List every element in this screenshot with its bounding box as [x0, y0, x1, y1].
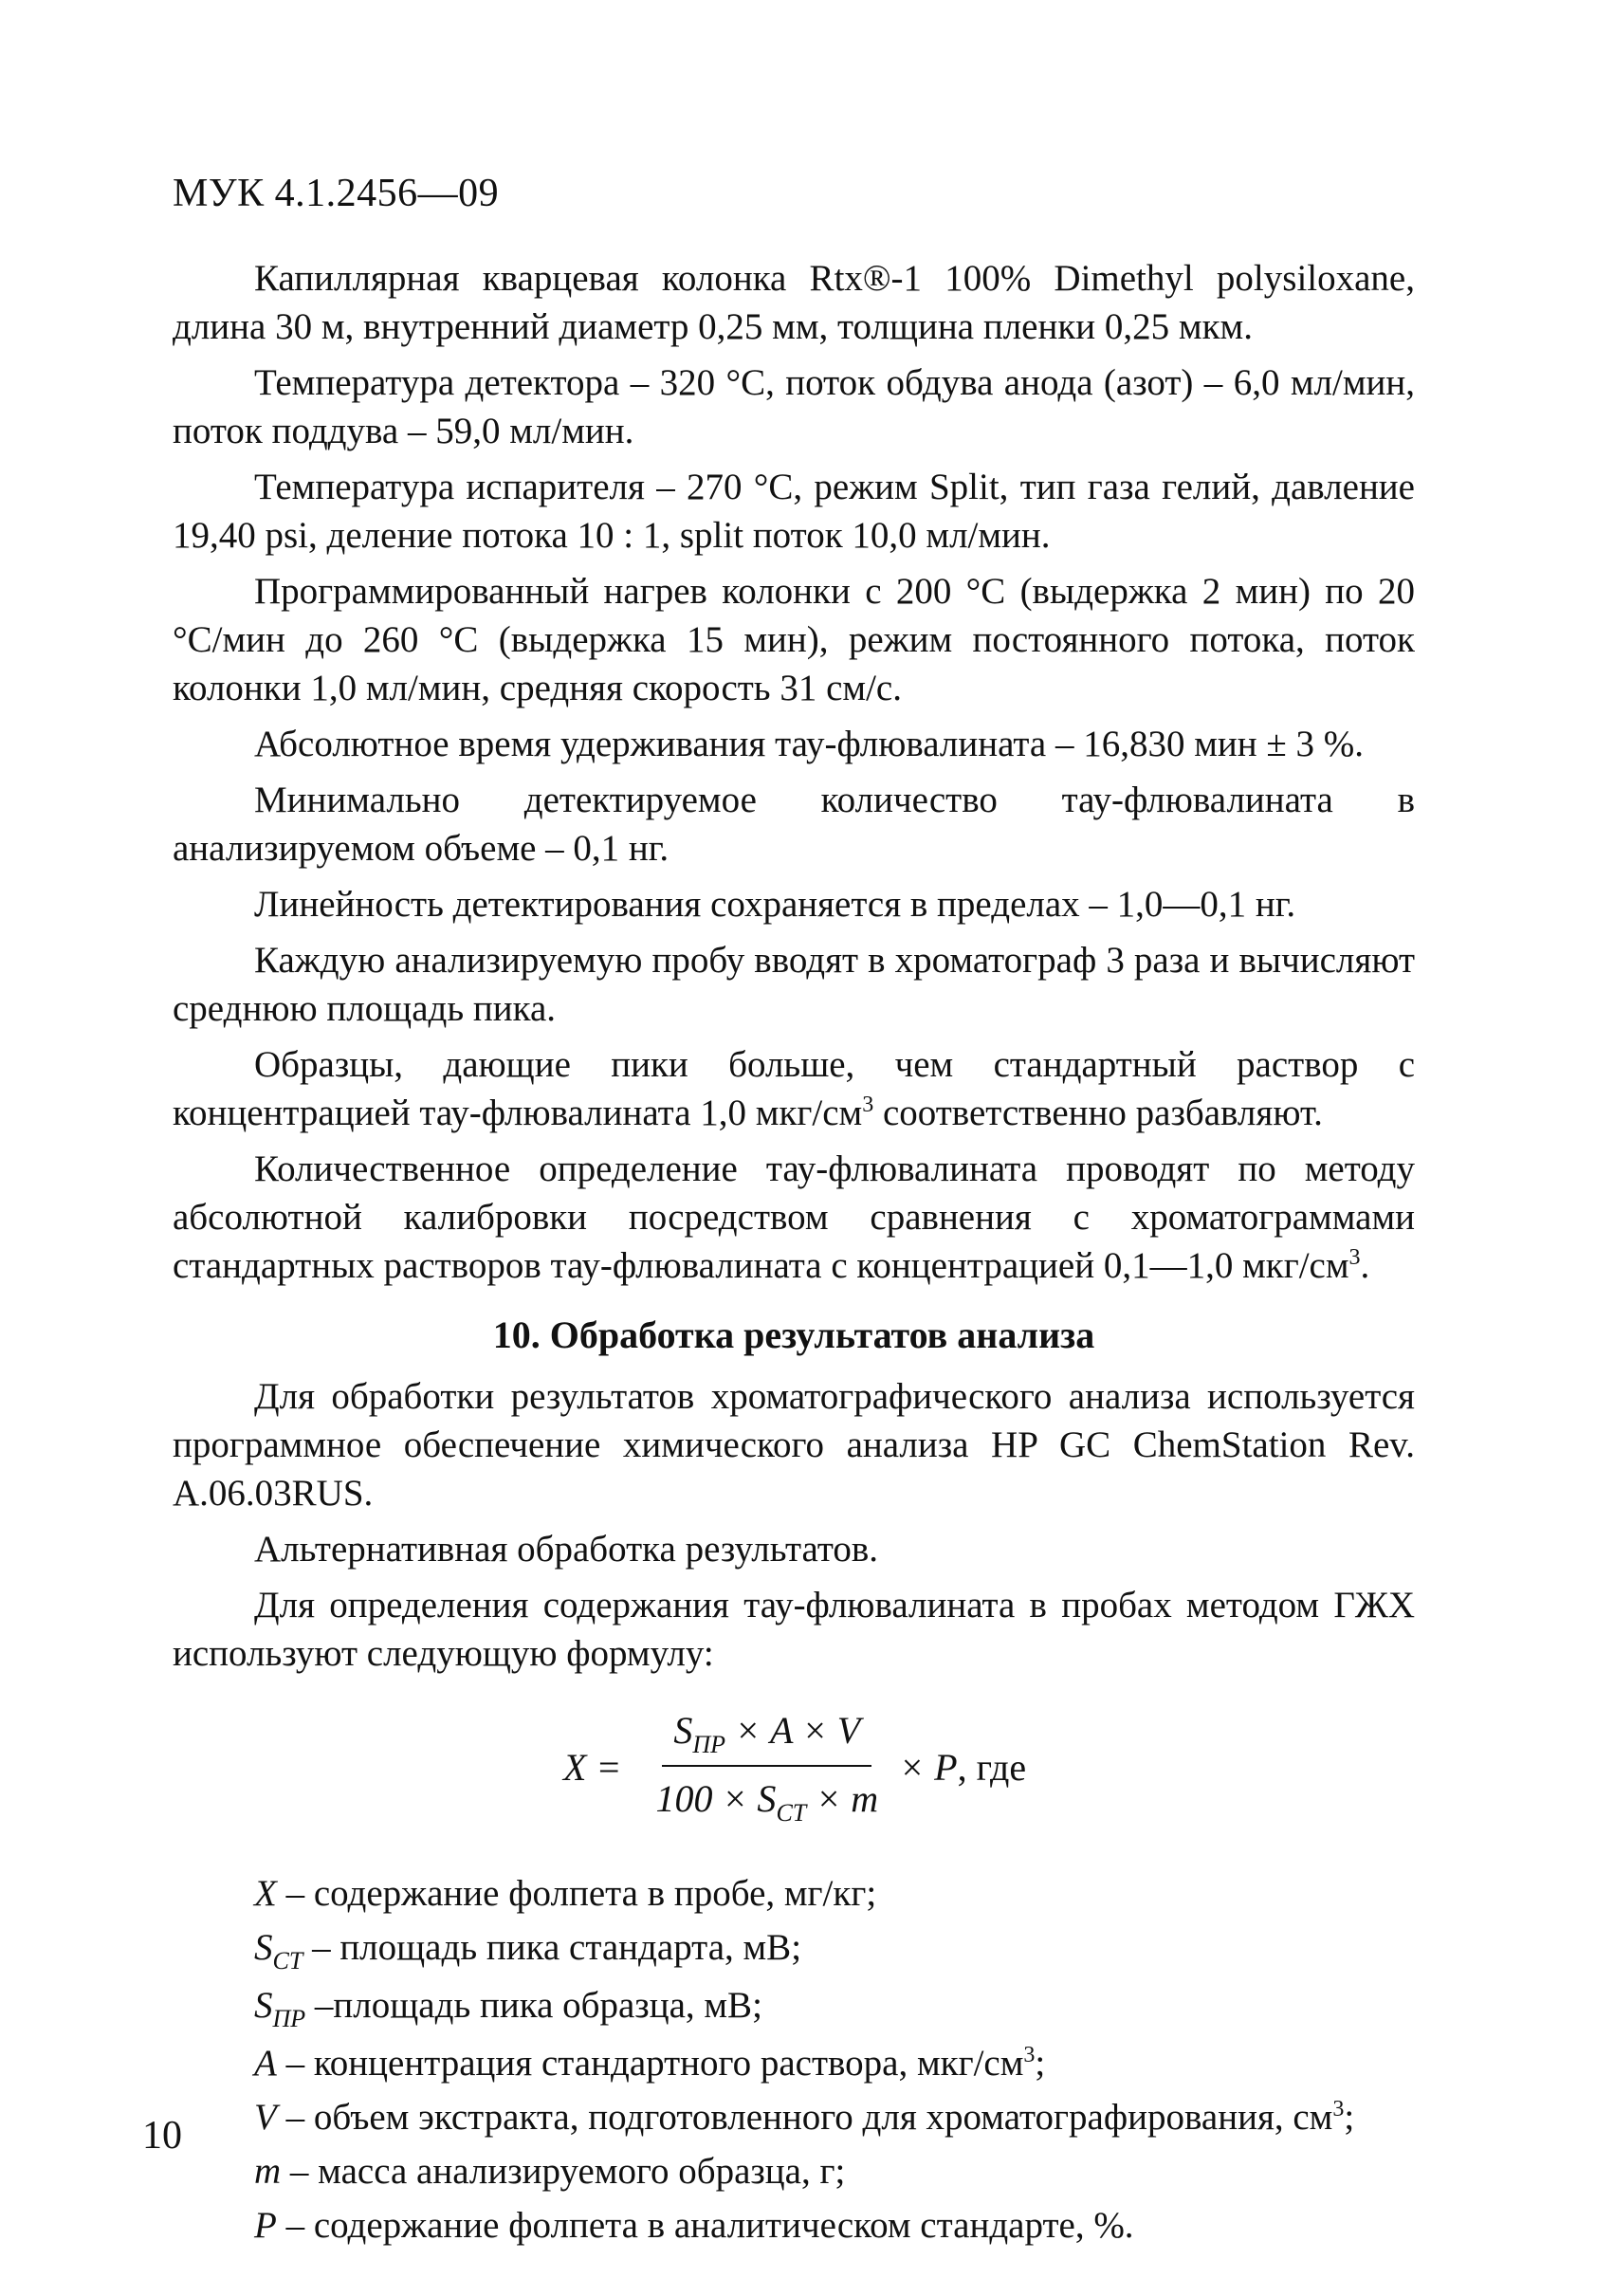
legend-item-s-pr: [173, 1981, 1415, 2033]
formula-den-pre: 100 × S: [655, 1777, 777, 1820]
formula-num-s: S: [673, 1709, 693, 1752]
paragraph-programmed-heating: Программированный нагрев колонки с 200 °С (выдержка 2 мин) по 20 °С/мин до 260 °С (выдержка 15 мин), режим постоянного потока, поток колонки 1,0 мл/мин, средняя скорость 31 см/с.: [173, 571, 1415, 708]
formula-num-rest: × A × V: [725, 1709, 861, 1752]
formula-block: [173, 1687, 1415, 1856]
legend-tail: ;: [1035, 2043, 1046, 2084]
legend-symbol: V: [254, 2097, 277, 2138]
paragraph-dilution-text: Образцы, дающие пики больше, чем стандартный раствор с концентрацией тау-флювалината 1,0 мкг/см: [173, 1044, 1415, 1133]
formula-tail-mul: × P: [899, 1745, 958, 1789]
legend-text: – содержание фолпета в аналитическом стандарте, %.: [276, 2205, 1134, 2246]
formula-tail: [899, 1743, 1026, 1791]
legend-text: – масса анализируемого образца, г;: [281, 2151, 846, 2192]
paragraph-dilution: [173, 1040, 1415, 1137]
page-number: 10: [142, 2114, 182, 2158]
paragraph-alternative: Альтернативная обработка результатов.: [254, 1529, 879, 1570]
legend-symbol: S: [254, 1985, 273, 2026]
paragraph-quantification-text: Количественное определение тау-флювалината проводят по методу абсолютной калибровки посредством сравнения с хроматограммами стандартных растворов тау-флювалината с концентрацией 0,1—1,0 мкг/см: [173, 1148, 1415, 1286]
legend-symbol: X: [254, 1873, 277, 1914]
formula-fraction: [644, 1706, 890, 1828]
formula: [563, 1706, 1026, 1828]
paragraph-min-detectable: Минимально детектируемое количество тау-флювалината в анализируемом объеме – 0,1 нг.: [173, 780, 1415, 869]
legend-text: – объем экстракта, подготовленного для хроматографирования, см: [276, 2097, 1333, 2138]
legend-text: –площадь пика образца, мВ;: [305, 1985, 762, 2026]
paragraph-injections: Каждую анализируемую пробу вводят в хроматограф 3 раза и вычисляют среднюю площадь пика.: [173, 940, 1415, 1029]
legend-text: – площадь пика стандарта, мВ;: [303, 1927, 802, 1968]
formula-num-sub: ПР: [692, 1731, 726, 1758]
legend-item-p: [173, 2201, 1415, 2250]
paragraph-detector-temp: Температура детектора – 320 °С, поток обдува анода (азот) – 6,0 мл/мин, поток поддува – 59,0 мл/мин.: [173, 362, 1415, 451]
legend-symbol: P: [254, 2205, 277, 2246]
legend-superscript: 3: [1023, 2043, 1036, 2067]
legend-item-s-ct: [173, 1923, 1415, 1975]
legend-item-m: [173, 2147, 1415, 2195]
paragraph-quantification-sup: 3: [1348, 1245, 1361, 1270]
formula-numerator: [662, 1706, 871, 1767]
section-heading: 10. Обработка результатов анализа: [492, 1313, 1095, 1356]
paragraph-quantification-tail: .: [1360, 1245, 1370, 1286]
paragraph-linearity: Линейность детектирования сохраняется в пределах – 1,0—0,1 нг.: [254, 884, 1296, 925]
paragraph-injector-temp: Температура испарителя – 270 °С, режим Split, тип газа гелий, давление 19,40 psi, деление потока 10 : 1, split поток 10,0 мл/мин.: [173, 467, 1415, 556]
paragraph-retention-time: Абсолютное время удерживания тау-флювалината – 16,830 мин ± 3 %.: [254, 724, 1365, 764]
legend-symbol: m: [254, 2151, 282, 2192]
formula-legend: [173, 1869, 1415, 2250]
legend-item-a: [173, 2039, 1415, 2087]
legend-item-x: [173, 1869, 1415, 1918]
formula-tail-word: , где: [957, 1745, 1027, 1789]
legend-symbol: S: [254, 1927, 273, 1968]
legend-subscript: CT: [272, 1947, 303, 1975]
legend-subscript: ПР: [272, 2005, 306, 2032]
legend-item-v: [173, 2093, 1415, 2141]
paragraph-formula-intro: Для определения содержания тау-флювалината в пробах методом ГЖХ используют следующую формулу:: [173, 1585, 1415, 1674]
formula-den-rest: × m: [806, 1777, 879, 1820]
legend-text: – концентрация стандартного раствора, мкг/см: [276, 2043, 1024, 2084]
paragraph-software: Для обработки результатов хроматографического анализа используется программное обеспечение химического анализа HP GC ChemStation Rev. A.06.03RUS.: [173, 1376, 1415, 1514]
body-text: [173, 254, 1415, 2255]
paragraph-quantification: [173, 1145, 1415, 1290]
legend-tail: ;: [1344, 2097, 1355, 2138]
legend-text: – содержание фолпета в пробе, мг/кг;: [276, 1873, 877, 1914]
formula-den-sub: CT: [776, 1799, 807, 1827]
formula-denominator: [644, 1767, 890, 1828]
paragraph-dilution-tail: соответственно разбавляют.: [873, 1093, 1323, 1133]
legend-superscript: 3: [1332, 2097, 1345, 2122]
paragraph-dilution-sup: 3: [862, 1093, 874, 1117]
legend-symbol: A: [254, 2043, 277, 2084]
paragraph-column: Капиллярная кварцевая колонка Rtx®-1 100% Dimethyl polysiloxane, длина 30 м, внутренний диаметр 0,25 мм, толщина пленки 0,25 мкм.: [173, 258, 1415, 347]
document-code-header: МУК 4.1.2456—09: [173, 172, 500, 215]
formula-lhs: X =: [563, 1745, 622, 1789]
